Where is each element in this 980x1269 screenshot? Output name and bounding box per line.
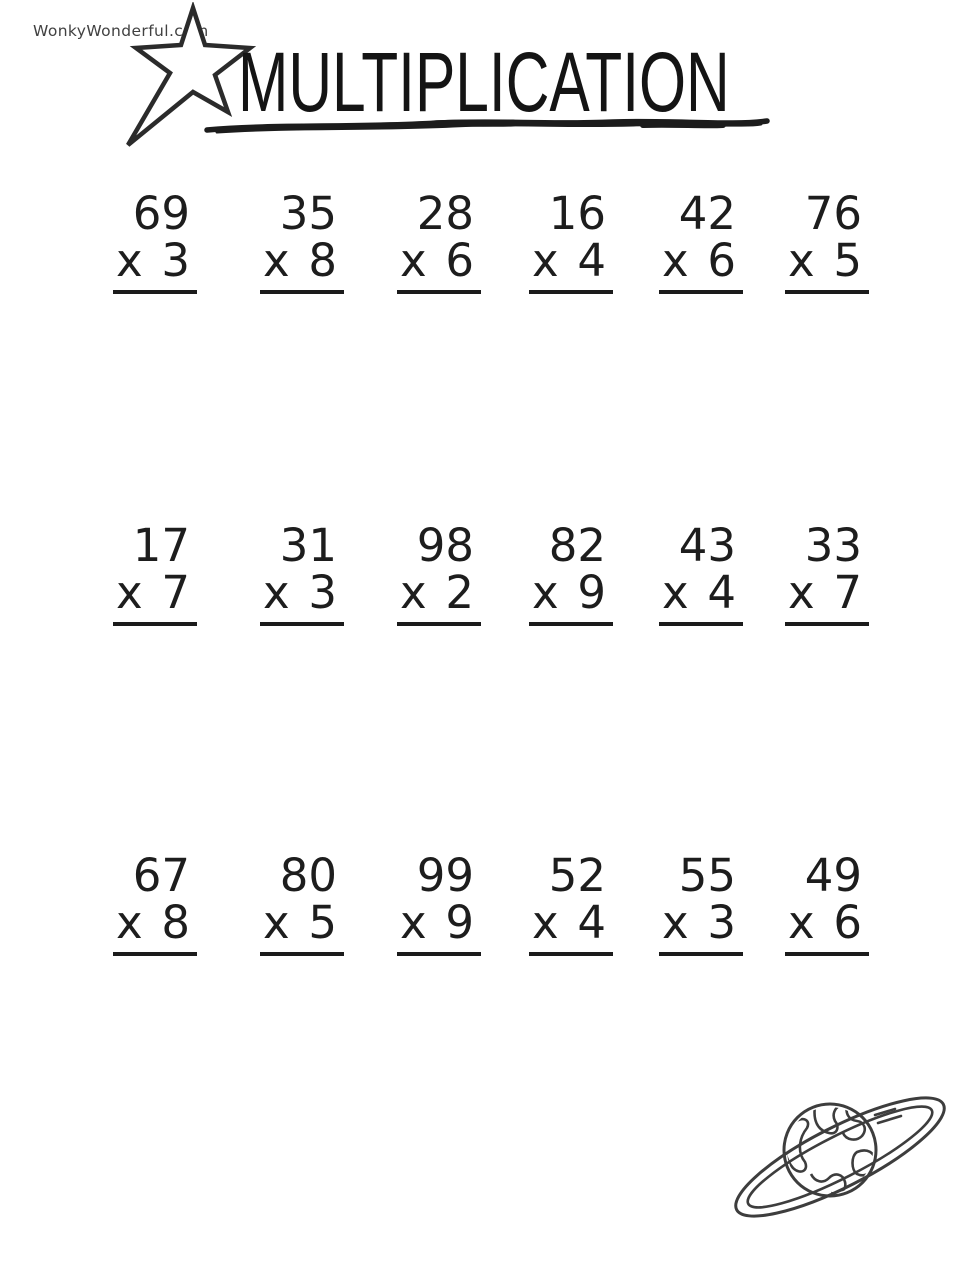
multiply-sign: x <box>400 234 427 287</box>
multiplication-problem <box>260 187 344 294</box>
multiplier: 3 <box>308 566 337 619</box>
brand-text: WonkyWonderful.com <box>33 22 209 40</box>
page-title: MULTIPLICATION <box>238 35 730 129</box>
multiplication-problem <box>529 519 613 626</box>
multiplicand: 76 <box>804 187 862 240</box>
multiplication-problem <box>659 187 743 294</box>
multiplication-problem <box>113 849 197 956</box>
multiplication-problem <box>397 519 481 626</box>
multiply-sign: x <box>532 896 559 949</box>
multiply-sign: x <box>662 896 689 949</box>
multiply-sign: x <box>788 566 815 619</box>
multiplicand: 99 <box>416 849 474 902</box>
multiplication-problem <box>260 519 344 626</box>
multiply-sign: x <box>116 234 143 287</box>
multiplicand: 33 <box>804 519 862 572</box>
multiplier: 6 <box>445 234 474 287</box>
multiplicand: 52 <box>548 849 606 902</box>
multiply-sign: x <box>263 896 290 949</box>
multiplicand: 43 <box>678 519 736 572</box>
multiplicand: 35 <box>279 187 337 240</box>
multiplication-problem <box>260 849 344 956</box>
multiplicand: 67 <box>132 849 190 902</box>
multiplication-problem <box>659 849 743 956</box>
multiplier: 6 <box>833 896 862 949</box>
multiplication-problem <box>659 519 743 626</box>
multiplier: 8 <box>161 896 190 949</box>
multiplicand: 82 <box>548 519 606 572</box>
multiplier: 6 <box>707 234 736 287</box>
multiply-sign: x <box>116 896 143 949</box>
multiplier: 4 <box>707 566 736 619</box>
multiplier: 9 <box>577 566 606 619</box>
saturn-doodle <box>715 1078 970 1253</box>
multiply-sign: x <box>400 896 427 949</box>
multiplicand: 55 <box>678 849 736 902</box>
multiply-sign: x <box>116 566 143 619</box>
multiplicand: 28 <box>416 187 474 240</box>
multiplier: 3 <box>707 896 736 949</box>
multiplier: 2 <box>445 566 474 619</box>
multiplier: 7 <box>161 566 190 619</box>
saturn-planet-icon <box>715 1078 970 1253</box>
multiplicand: 31 <box>279 519 337 572</box>
multiplication-problem <box>113 519 197 626</box>
multiplier: 5 <box>833 234 862 287</box>
multiplicand: 17 <box>132 519 190 572</box>
multiply-sign: x <box>788 234 815 287</box>
multiplier: 4 <box>577 234 606 287</box>
multiplicand: 16 <box>548 187 606 240</box>
multiplicand: 49 <box>804 849 862 902</box>
multiply-sign: x <box>532 234 559 287</box>
multiplication-problem <box>785 519 869 626</box>
multiplication-problem <box>529 849 613 956</box>
multiply-sign: x <box>263 234 290 287</box>
multiplicand: 80 <box>279 849 337 902</box>
multiply-sign: x <box>263 566 290 619</box>
multiplication-problem <box>113 187 197 294</box>
multiply-sign: x <box>662 566 689 619</box>
multiply-sign: x <box>400 566 427 619</box>
multiplicand: 98 <box>416 519 474 572</box>
title-underline-doodle <box>203 114 773 140</box>
multiplicand: 69 <box>132 187 190 240</box>
multiplication-problem <box>785 849 869 956</box>
underline-stroke <box>203 114 773 140</box>
multiplicand: 42 <box>678 187 736 240</box>
multiplication-problem <box>397 187 481 294</box>
multiplier: 5 <box>308 896 337 949</box>
multiply-sign: x <box>788 896 815 949</box>
multiplier: 7 <box>833 566 862 619</box>
multiplier: 4 <box>577 896 606 949</box>
multiplier: 3 <box>161 234 190 287</box>
multiplier: 9 <box>445 896 474 949</box>
multiplier: 8 <box>308 234 337 287</box>
multiplication-problem <box>529 187 613 294</box>
multiplication-problem <box>397 849 481 956</box>
multiplication-problem <box>785 187 869 294</box>
multiply-sign: x <box>532 566 559 619</box>
multiply-sign: x <box>662 234 689 287</box>
